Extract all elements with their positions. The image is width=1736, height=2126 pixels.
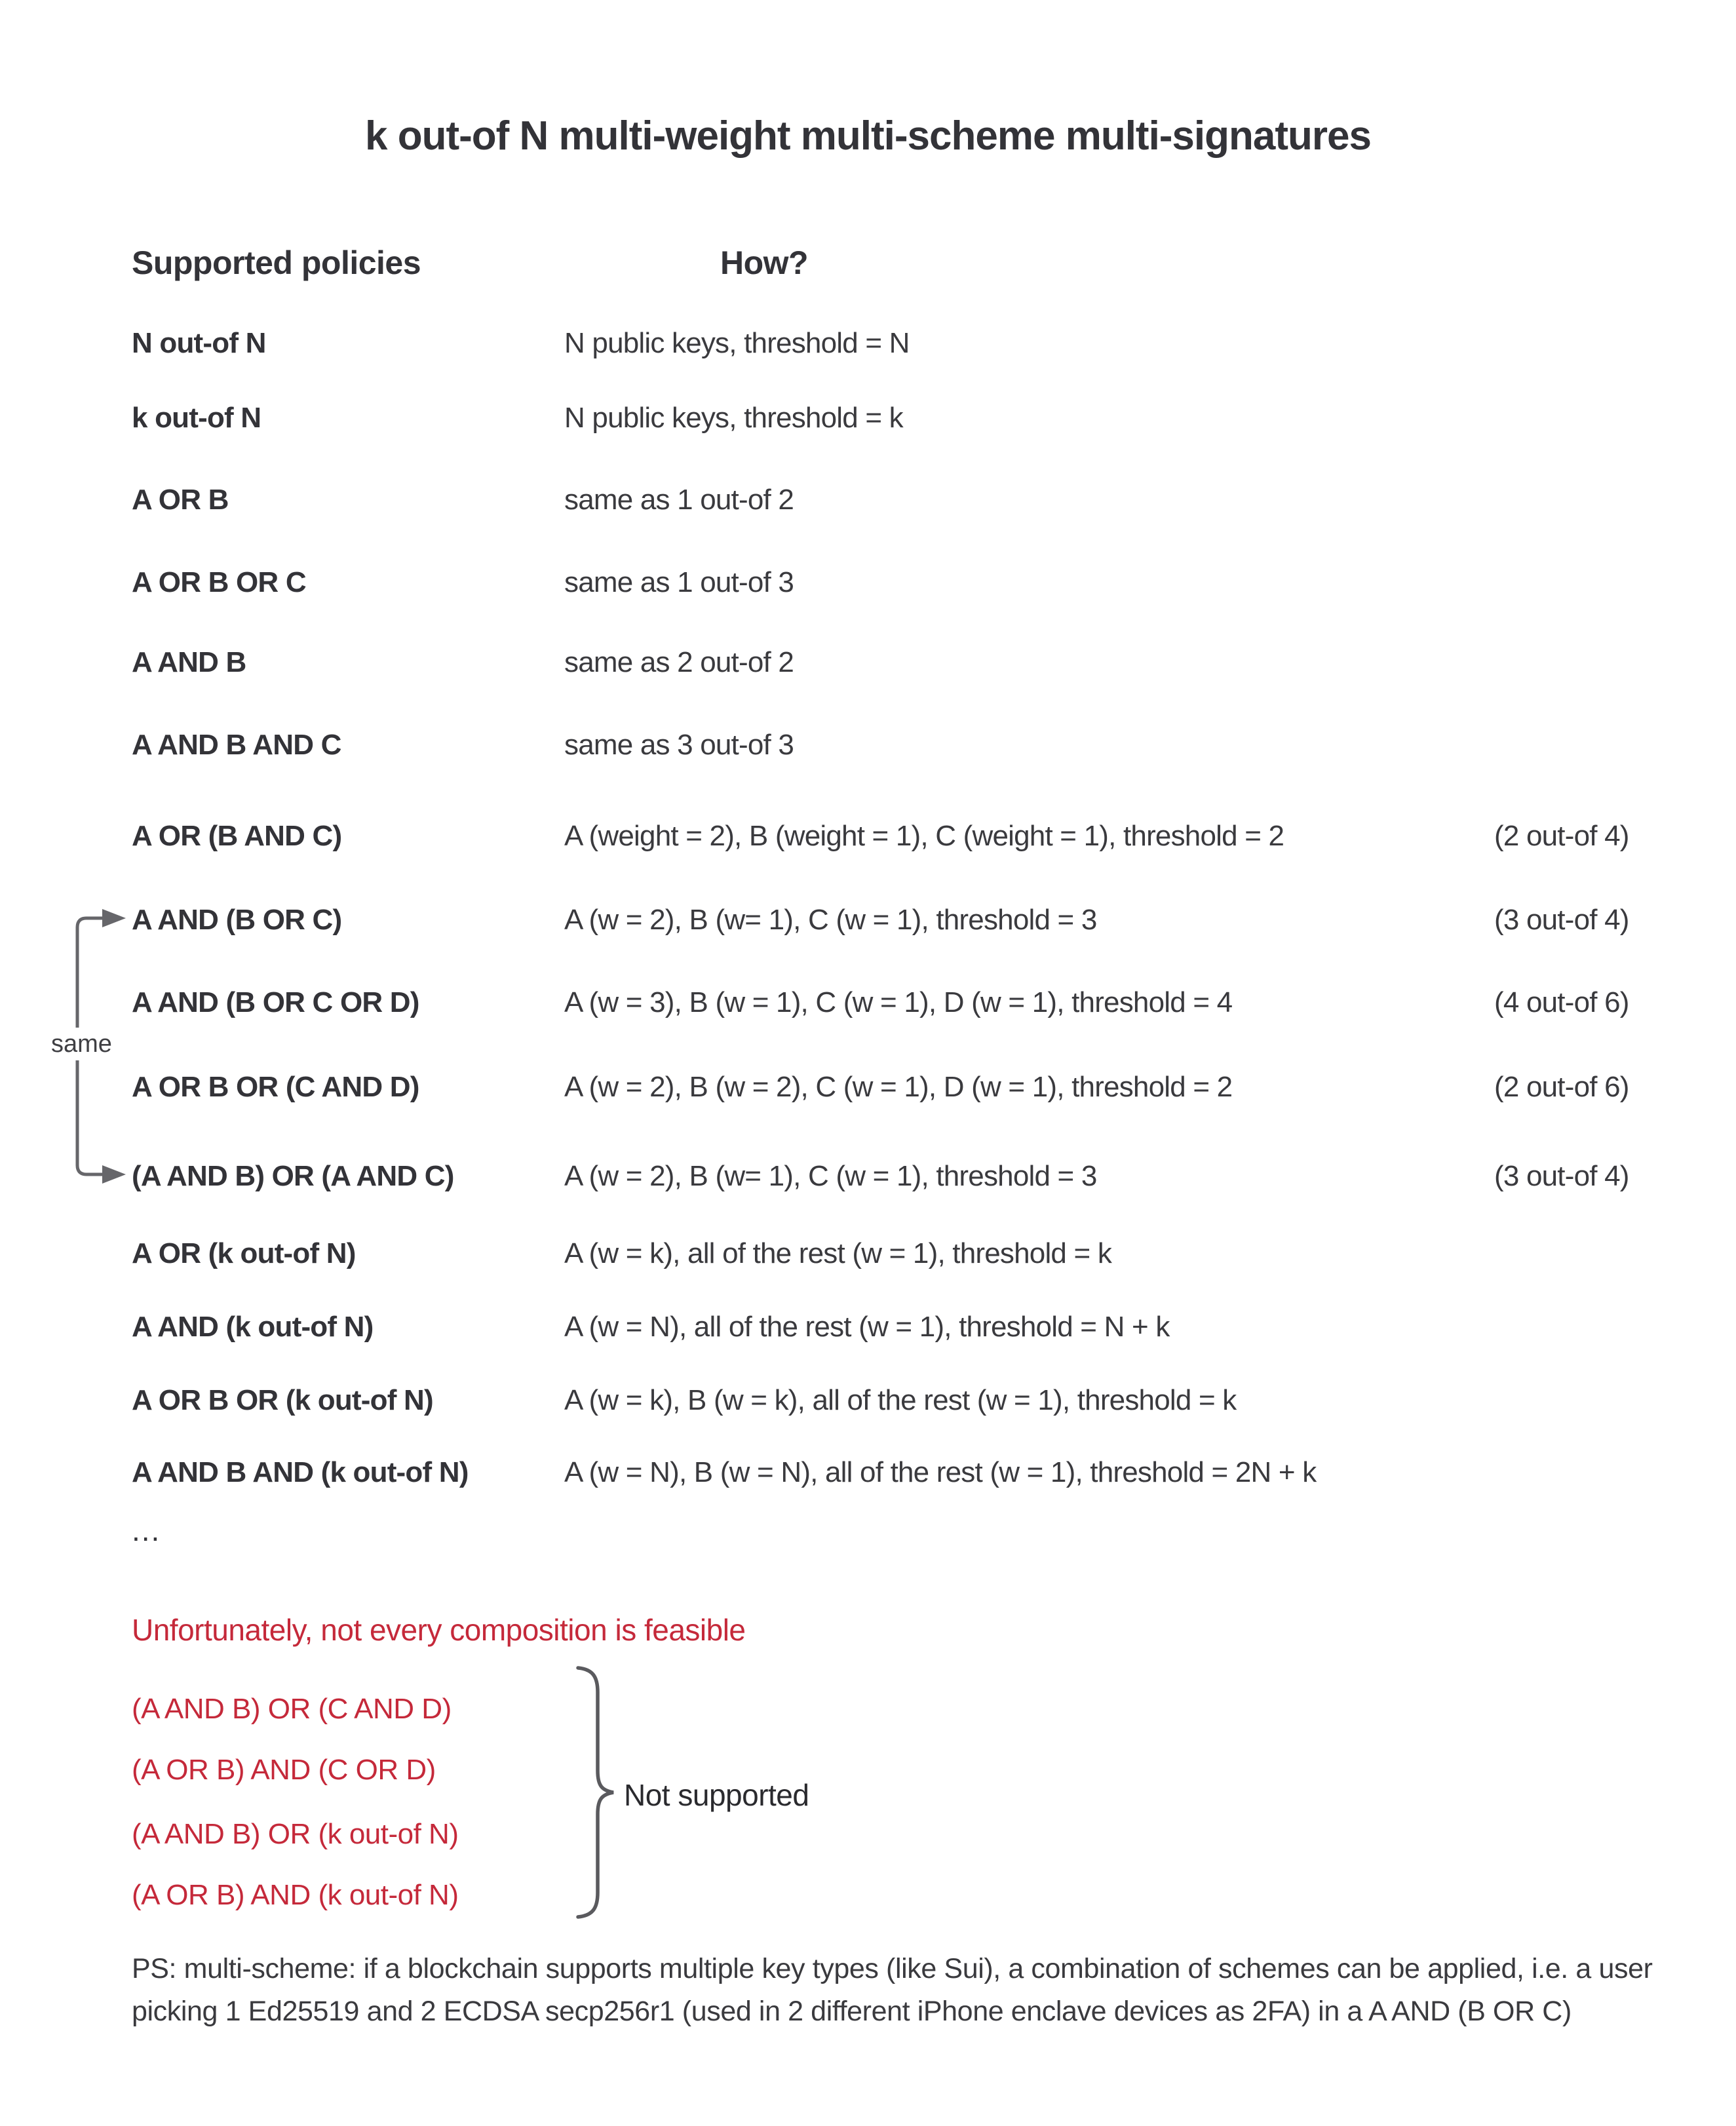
how-text: same as 1 out-of 3 [564,566,794,598]
policy-label: A OR B OR (C AND D) [132,1071,419,1103]
how-text: A (w = 2), B (w = 2), C (w = 1), D (w = 1), threshold = 2 [564,1071,1233,1103]
table-row [0,729,1736,765]
table-row [0,484,1736,520]
unsupported-policy: (A AND B) OR (C AND D) [132,1693,452,1725]
page-title: k out-of N multi-weight multi-scheme multi-signatures [365,113,1371,159]
table-row [0,1311,1736,1347]
how-text: A (w = k), all of the rest (w = 1), threshold = k [564,1237,1112,1269]
how-text: N public keys, threshold = k [564,402,903,434]
how-text: A (weight = 2), B (weight = 1), C (weight = 1), threshold = 2 [564,820,1284,852]
table-row [0,820,1736,857]
equivalence-note: (3 out-of 4) [1494,904,1629,936]
how-text: same as 2 out-of 2 [564,646,794,678]
table-row [0,904,1736,940]
policy-label: A OR B OR C [132,566,306,598]
policy-label: A OR B [132,484,229,516]
not-feasible-heading: Unfortunately, not every composition is feasible [132,1613,746,1647]
unsupported-policy: (A OR B) AND (k out-of N) [132,1879,459,1911]
table-row [0,402,1736,438]
how-text: N public keys, threshold = N [564,327,910,359]
column-header-supported-policies: Supported policies [132,244,421,281]
policy-label: A AND (B OR C) [132,904,342,936]
policy-label: A AND B AND C [132,729,341,761]
unsupported-policy: (A OR B) AND (C OR D) [132,1754,436,1786]
table-row [0,1160,1736,1197]
how-text: A (w = k), B (w = k), all of the rest (w = 1), threshold = k [564,1384,1237,1416]
equivalence-note: (2 out-of 6) [1494,1071,1629,1103]
table-row [0,986,1736,1023]
unsupported-policy: (A AND B) OR (k out-of N) [132,1818,459,1850]
same-equivalence-label: same [46,1028,117,1060]
equivalence-note: (3 out-of 4) [1494,1160,1629,1192]
how-text: A (w = N), all of the rest (w = 1), threshold = N + k [564,1311,1170,1343]
policy-label: A OR (B AND C) [132,820,342,852]
policy-label: A OR (k out-of N) [132,1237,356,1269]
column-header-how: How? [720,244,809,281]
how-text: A (w = 2), B (w= 1), C (w = 1), threshold = 3 [564,904,1097,936]
ellipsis-more-rows: ... [132,1513,161,1547]
curly-brace-icon [575,1666,621,1919]
policy-label: A AND B [132,646,246,678]
table-row [0,1384,1736,1421]
table-row [0,566,1736,603]
table-row [0,1456,1736,1493]
table-row [0,1071,1736,1108]
how-text: A (w = 3), B (w = 1), C (w = 1), D (w = 1), threshold = 4 [564,986,1233,1018]
how-text: A (w = N), B (w = N), all of the rest (w = 1), threshold = 2N + k [564,1456,1317,1488]
policy-label: N out-of N [132,327,266,359]
policy-label: k out-of N [132,402,261,434]
policy-label: A OR B OR (k out-of N) [132,1384,433,1416]
equivalence-note: (4 out-of 6) [1494,986,1629,1018]
equivalence-note: (2 out-of 4) [1494,820,1629,852]
not-supported-label: Not supported [624,1778,809,1812]
how-text: A (w = 2), B (w= 1), C (w = 1), threshold = 3 [564,1160,1097,1192]
policy-label: A AND (k out-of N) [132,1311,374,1343]
table-row [0,646,1736,683]
table-row [0,327,1736,364]
table-row [0,1237,1736,1274]
policy-label: A AND B AND (k out-of N) [132,1456,469,1488]
how-text: same as 1 out-of 2 [564,484,794,516]
ps-footnote: PS: multi-scheme: if a blockchain supports multiple key types (like Sui), a combination of schemes can be applied, i.e. a user picking 1 Ed25519 and 2 ECDSA secp256r1 (used in 2 different iPhone enclave devices as 2FA) in a A AND (B OR C) [132,1953,1653,2027]
policy-label: A AND (B OR C OR D) [132,986,419,1018]
how-text: same as 3 out-of 3 [564,729,794,761]
policy-label: (A AND B) OR (A AND C) [132,1160,454,1192]
